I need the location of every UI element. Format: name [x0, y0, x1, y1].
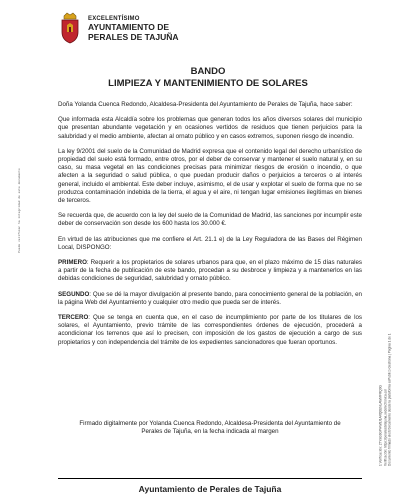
header-honorific: EXCELENTÍSIMO: [88, 16, 140, 22]
title-subject: LIMPIEZA Y MANTENIMIENTO DE SOLARES: [108, 78, 308, 89]
primero-text: : Requerir a los propietarios de solares urbanos para que, en el plazo máximo de 15 días naturales a partir de la fecha de publicación de este bando, procedan a su desbroce y limpieza y a mantenerlos en las debidas condiciones de seguridad, salubridad y ornato público.: [58, 259, 362, 283]
letterhead: [58, 12, 179, 44]
title-bando: BANDO: [190, 66, 226, 77]
verification-code: 1 Verificación: 27Y9G3GPHW8J1ARQ0ENLAWMFRQ3G: [378, 385, 383, 467]
context-paragraph: Que informada esta Alcaldía sobre los problemas que generan todos los años diversos solares del municipio que presentan abundante vegetación y en ocasiones vertidos de residuos que tienen perjuicios para la salubridad y el medio ambiente, afectan al ornato público y en casos extremos, suponen riesgo de incendio.: [58, 116, 362, 140]
intro-paragraph: Doña Yolanda Cuenca Redondo, Alcaldesa-Presidenta del Ayuntamiento de Perales de Tajuña, hace saber:: [58, 101, 353, 108]
document-body: [58, 101, 362, 354]
tercero-label: TERCERO: [58, 314, 89, 322]
segundo-text: : Que se dé la mayor divulgación al presente bando, para conocimiento general de la población, en la página Web del Ayuntamiento y cualquier otro medio que pueda ser de interés.: [58, 290, 362, 306]
segundo-label: SEGUNDO: [58, 290, 90, 298]
segundo-paragraph: [58, 291, 362, 307]
left-margin-note: [12, 120, 26, 300]
header-municipality: PERALES DE TAJUÑA: [88, 32, 179, 42]
tercero-text: : Que se tenga en cuenta que, en el caso de incumplimiento por parte de los titulares de los solares, el Ayuntamiento, previo trámite de las correspondientes órdenes de ejecución, procederá a acondicionar los terrenos que así lo precisen, con imposición de los gastos de ejecución a cargo de sus propietarios y con independencia del trámite de los expedientes sancionadores que fueran oportunos.: [58, 314, 362, 346]
verification-margin: [376, 300, 394, 500]
sanctions-paragraph: Se recuerda que, de acuerdo con la ley del suelo de la Comunidad de Madrid, las sanciones por incumplir este deber de conservación son desde los 600 hasta los 30.000 €.: [58, 212, 362, 228]
primero-paragraph: [58, 259, 362, 284]
footer-divider: [58, 478, 362, 479]
verification-url: Verificación: https://peralesdetajuna.sedelectronica.es/: [382, 389, 387, 467]
law-paragraph: La ley 9/2001 del suelo de la Comunidad de Madrid expresa que el contenido legal del derecho urbanístico de propiedad del suelo está formado, entre otros, por el deber de conservar y mantener el suelo natural y, en su caso, su masa vegetal en las condiciones precisas para minimizar riesgos de erosión o incendio, o que afecten a la seguridad o salud pública, o que puedan producir daños o perjuicios a terceros o al interés general, incluido el ambiental. Este deber incluye, asimismo, el de usar y explotar el suelo de forma que no se produzca contaminación indebida de la tierra, el agua y el aire, ni tengan lugar emisiones ilegítimas en bienes de terceros.: [58, 147, 362, 205]
coat-of-arms-icon: [58, 12, 82, 44]
digital-signature-note: Firmado digitalmente por Yolanda Cuenca Redondo, Alcaldesa-Presidenta del Ayuntamiento de Perales de Tajuña, en la fecha indicada al margen: [79, 420, 341, 436]
primero-label: PRIMERO: [58, 259, 87, 267]
dispongo-paragraph: En virtud de las atribuciones que me confiere el Art. 21.1 e) de la Ley Reguladora de las Bases del Régimen Local, DISPONGO:: [58, 235, 362, 251]
footer-title: Ayuntamiento de Perales de Tajuña: [138, 484, 282, 494]
tercero-paragraph: [58, 314, 362, 347]
verification-footer: Documento firmado electrónicamente desde la plataforma esPublico Gestiona | Página 1 de 1: [387, 333, 392, 467]
document-title: [58, 66, 358, 90]
left-margin-text: Puede verificar la integridad de este documento: [17, 167, 21, 253]
header-ayuntamiento: AYUNTAMIENTO DE: [88, 22, 170, 32]
